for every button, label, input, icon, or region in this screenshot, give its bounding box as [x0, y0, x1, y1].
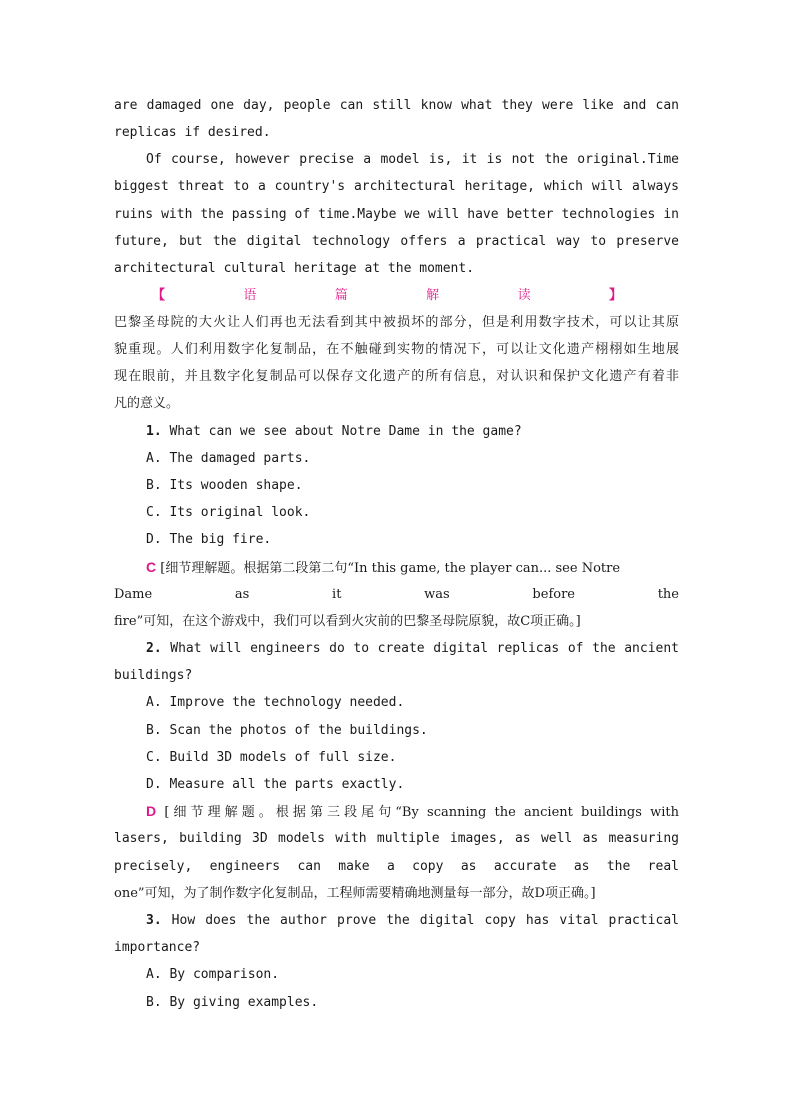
summary-line: 巴黎圣母院的大火让人们再也无法看到其中被损坏的部分，但是利用数字技术，可以让其原 [114, 315, 679, 330]
option-a: A. By comparison. [146, 967, 280, 982]
heading-char: 读 [517, 288, 531, 303]
explanation-line: lasers, building 3D models with multiple images, as well as measuring [114, 831, 679, 846]
passage-line: ruins with the passing of time.Maybe we will have better technologies in [114, 207, 679, 222]
summary-line: 貌重现。人们利用数字化复制品，在不触碰到实物的情况下，可以让文化遗产栩栩如生地展 [114, 342, 679, 357]
option-d: D. Measure all the parts exactly. [146, 777, 405, 792]
passage-line: replicas if desired. [114, 125, 271, 140]
heading-close-bracket: 】 [608, 288, 622, 303]
answer-letter: C [146, 559, 157, 575]
explanation-line: precisely, engineers can make a copy as accurate as the real [114, 859, 679, 874]
option-d: D. The big fire. [146, 532, 272, 547]
passage-line: future, but the digital technology offers a practical way to preserve [114, 234, 679, 249]
summary-line: 现在眼前，并且数字化复制品可以保存文化遗产的所有信息，对认识和保护文化遗产有着非 [114, 369, 679, 384]
heading-char: 解 [426, 288, 440, 303]
passage-line: biggest threat to a country's architectural heritage, which will always [114, 179, 679, 194]
question-text: How does the author prove the digital copy has vital practical [161, 913, 679, 928]
option-a: A. Improve the technology needed. [146, 695, 405, 710]
passage-line: Of course, however precise a model is, it is not the original.Time [146, 152, 679, 167]
explanation-line: fire”可知，在这个游戏中，我们可以看到火灾前的巴黎圣母院原貌，故C项正确。] [114, 614, 581, 629]
summary-line: 凡的意义。 [114, 396, 180, 411]
reading-analysis-heading [152, 282, 622, 309]
heading-char: 语 [243, 288, 257, 303]
answer-letter: D [146, 803, 157, 819]
option-c: C. Its original look. [146, 505, 311, 520]
question-text-line: buildings? [114, 668, 193, 683]
option-b: B. By giving examples. [146, 995, 319, 1010]
heading-open-bracket: 【 [152, 288, 166, 303]
question-text: What will engineers do to create digital replicas of the ancient [161, 641, 679, 656]
option-c: C. Build 3D models of full size. [146, 750, 397, 765]
question-text-line: importance? [114, 940, 201, 955]
answer-explanation [146, 798, 679, 825]
heading-char: 篇 [334, 288, 348, 303]
option-b: B. Its wooden shape. [146, 478, 303, 493]
explanation-text: [细节理解题。根据第二段第二句“In this game, the player can... see Notre [156, 561, 621, 576]
option-b: B. Scan the photos of the buildings. [146, 723, 428, 738]
option-a: A. The damaged parts. [146, 451, 311, 466]
question-3-stem [146, 907, 679, 934]
explanation-line: one”可知，为了制作数字化复制品，工程师需要精确地测量每一部分，故D项正确。] [114, 886, 596, 901]
question-2-stem [146, 635, 679, 662]
question-text: What can we see about Notre Dame in the game? [161, 424, 522, 439]
passage-line: architectural cultural heritage at the moment. [114, 261, 475, 276]
passage-line: are damaged one day, people can still know what they were like and can [114, 98, 679, 113]
question-number: 1. [146, 424, 162, 439]
explanation-line: Dame as it was before the [114, 587, 679, 602]
explanation-text: [细节理解题。根据第三段尾句“By scanning the ancient buildings with [156, 805, 679, 820]
question-number: 2. [146, 641, 162, 656]
question-1-stem [146, 418, 522, 445]
question-number: 3. [146, 913, 162, 928]
answer-explanation [146, 554, 620, 582]
